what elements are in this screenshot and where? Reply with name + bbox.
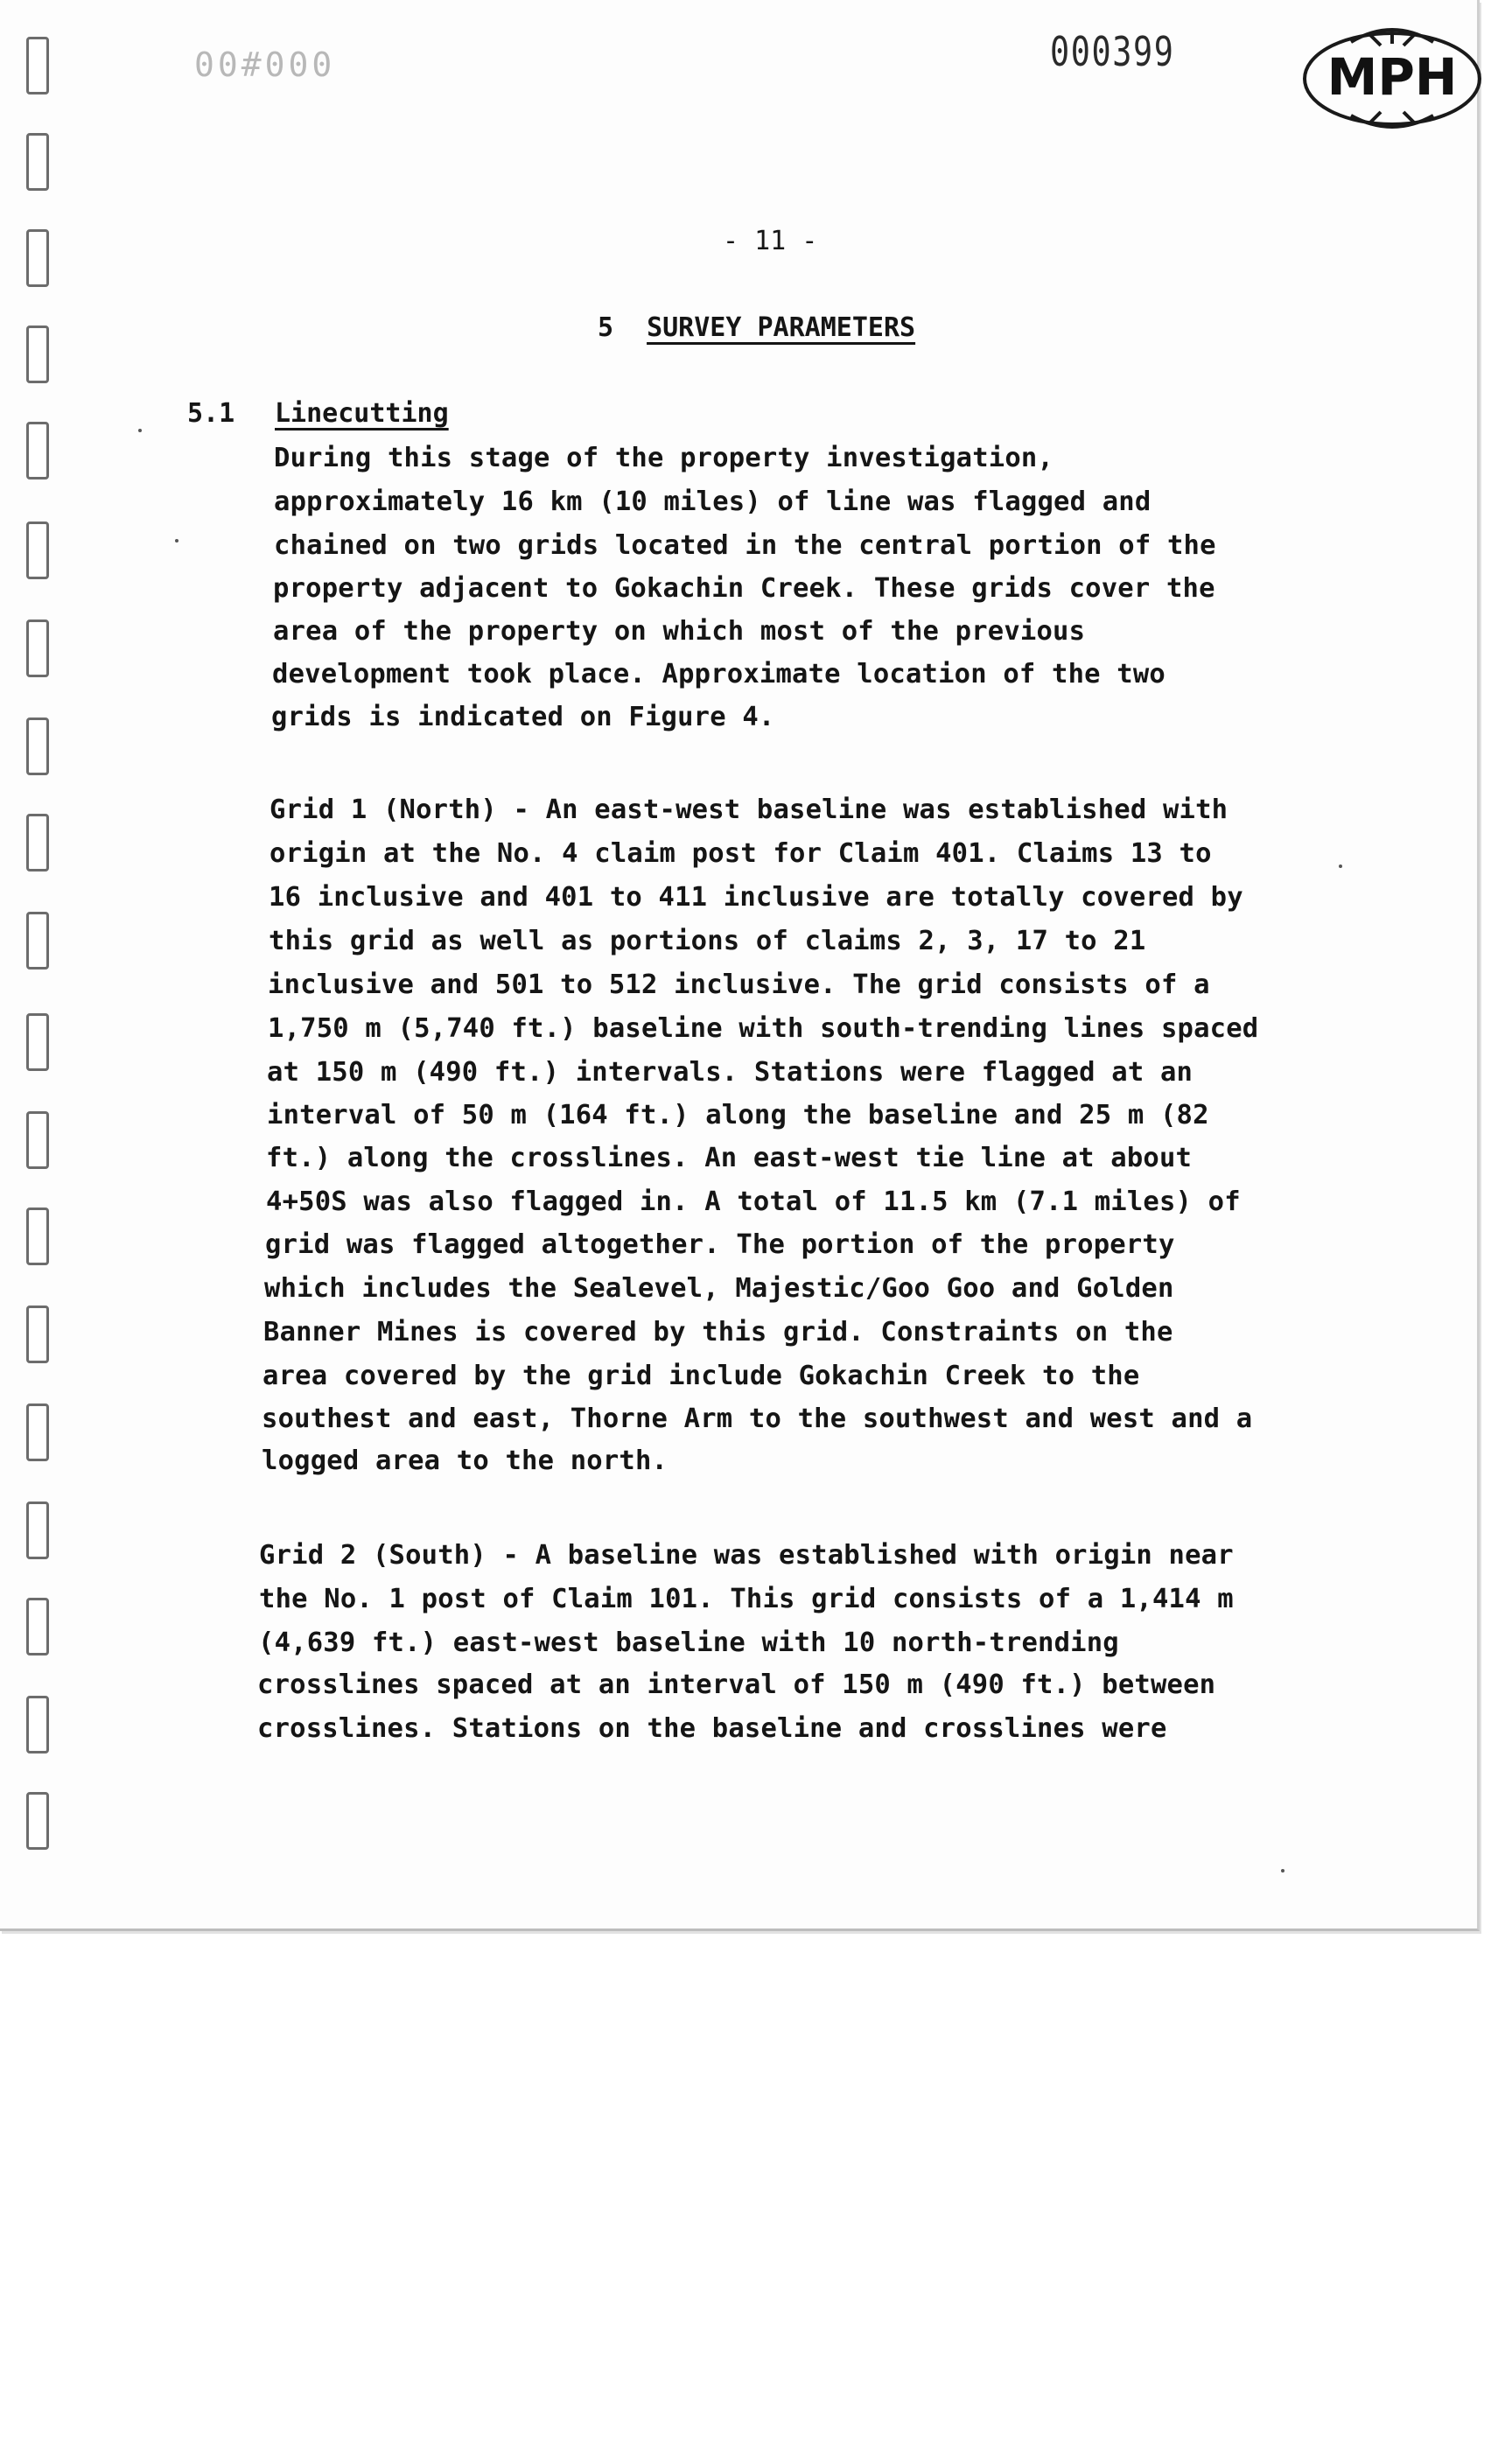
punch-hole — [26, 912, 49, 970]
subsection-heading — [187, 398, 449, 429]
punch-hole — [26, 620, 49, 677]
scan-speck — [1339, 864, 1342, 868]
punch-hole — [26, 814, 49, 872]
scan-speck — [1281, 1869, 1284, 1872]
subsection-number: 5.1 — [187, 398, 235, 429]
text-line: ft.) along the crosslines. An east-west tie line at about — [266, 1143, 1193, 1173]
text-line: which includes the Sealevel, Majestic/Goo Goo and Golden — [264, 1273, 1174, 1304]
punch-hole — [26, 229, 49, 287]
punch-hole — [26, 422, 49, 480]
text-line: Banner Mines is covered by this grid. Constraints on the — [263, 1317, 1173, 1348]
text-line: property adjacent to Gokachin Creek. These grids cover the — [273, 573, 1215, 604]
logo-text: MPH — [1326, 47, 1458, 107]
text-line: grid was flagged altogether. The portion of the property — [265, 1229, 1175, 1260]
text-line: area covered by the grid include Gokachin Creek to the — [262, 1361, 1140, 1391]
punch-hole — [26, 1792, 49, 1850]
text-line: 16 inclusive and 401 to 411 inclusive are totally covered by — [269, 882, 1243, 913]
page-number: - 11 - — [723, 226, 818, 256]
text-line: Grid 2 (South) - A baseline was established with origin near — [259, 1540, 1234, 1571]
punch-hole — [26, 1306, 49, 1363]
text-line: inclusive and 501 to 512 inclusive. The grid consists of a — [268, 970, 1210, 1000]
punch-hole — [26, 1696, 49, 1754]
section-number: 5 — [598, 312, 614, 343]
text-line: chained on two grids located in the central portion of the — [274, 530, 1216, 561]
section-title: SURVEY PARAMETERS — [647, 312, 916, 343]
text-line: development took place. Approximate location of the two — [272, 659, 1166, 690]
text-line: logged area to the north. — [262, 1446, 668, 1476]
text-line: this grid as well as portions of claims 2, 3, 17 to 21 — [269, 926, 1146, 956]
subsection-title: Linecutting — [275, 398, 449, 429]
mph-logo — [1300, 24, 1484, 130]
punch-hole — [26, 1208, 49, 1265]
text-line: crosslines. Stations on the baseline and crosslines were — [257, 1713, 1167, 1744]
text-line: origin at the No. 4 claim post for Claim 401. Claims 13 to — [270, 838, 1212, 869]
section-heading — [598, 312, 915, 343]
document-number-stamp: 000399 — [1050, 28, 1175, 75]
text-line: Grid 1 (North) - An east-west baseline was established with — [270, 794, 1228, 825]
punch-hole — [26, 37, 49, 94]
text-line: During this stage of the property investigation, — [274, 443, 1054, 473]
text-line: southest and east, Thorne Arm to the southwest and west and a — [262, 1404, 1253, 1434]
text-line: interval of 50 m (164 ft.) along the baseline and 25 m (82 — [267, 1100, 1209, 1130]
punch-hole — [26, 326, 49, 383]
text-line: 1,750 m (5,740 ft.) baseline with south-trending lines spaced — [268, 1013, 1259, 1044]
text-line: 4+50S was also flagged in. A total of 11.5 km (7.1 miles) of — [266, 1186, 1241, 1217]
text-line: approximately 16 km (10 miles) of line was flagged and — [274, 486, 1152, 517]
punch-hole — [26, 133, 49, 191]
scan-speck — [175, 539, 178, 542]
binder-punch-holes — [26, 0, 61, 1928]
scan-speck — [138, 429, 142, 432]
punch-hole — [26, 1598, 49, 1656]
text-line: the No. 1 post of Claim 101. This grid consists of a 1,414 m — [259, 1584, 1234, 1614]
punch-hole — [26, 1013, 49, 1071]
punch-hole — [26, 1404, 49, 1461]
text-line: grids is indicated on Figure 4. — [271, 702, 775, 732]
text-line: (4,639 ft.) east-west baseline with 10 north-trending — [258, 1628, 1119, 1658]
text-line: area of the property on which most of the previous — [273, 616, 1086, 647]
punch-hole — [26, 1502, 49, 1559]
punch-hole — [26, 1111, 49, 1169]
text-line: crosslines spaced at an interval of 150 m (490 ft.) between — [257, 1670, 1216, 1700]
punch-hole — [26, 522, 49, 579]
faded-stamp: 00#000 — [194, 46, 336, 84]
text-line: at 150 m (490 ft.) intervals. Stations were flagged at an — [267, 1057, 1194, 1088]
punch-hole — [26, 718, 49, 775]
